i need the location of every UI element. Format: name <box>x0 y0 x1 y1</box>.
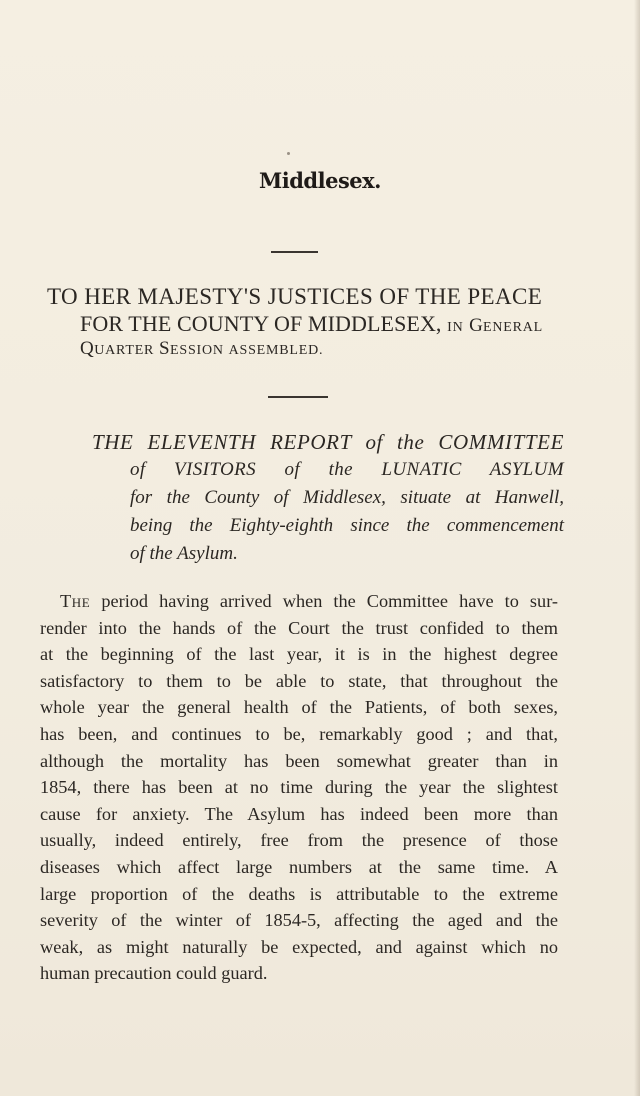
body-line: large proportion of the deaths is attributable to the extreme <box>40 883 558 904</box>
paper-speck <box>287 152 290 155</box>
body-line: cause for anxiety. The Asylum has indeed been more than <box>40 803 558 824</box>
divider-rule-middle <box>268 396 328 398</box>
report-title-line: of the Asylum. <box>130 543 238 564</box>
address-line-2 <box>80 311 543 337</box>
address-line-1: TO HER MAJESTY'S JUSTICES OF THE PEACE <box>47 284 543 309</box>
report-title-block <box>92 428 564 568</box>
address-line-2-in: IN <box>447 320 464 335</box>
body-line: weak, as might naturally be expected, and against which no <box>40 936 558 957</box>
report-title-line: being the Eighty-eighth since the commencement <box>130 515 564 536</box>
address-line-3-s: S <box>158 338 171 359</box>
body-line: although the mortality has been somewhat greater than in <box>40 750 558 771</box>
report-title-line: for the County of Middlesex, situate at Hanwell, <box>130 487 564 508</box>
body-line: usually, indeed entirely, free from the presence of those <box>40 830 558 851</box>
body-line: whole year the general health of the Patients, of both sexes, <box>40 697 558 718</box>
body-line: human precaution could guard. <box>40 963 268 984</box>
report-title-line: THE ELEVENTH REPORT of the COMMITTEE <box>92 430 564 454</box>
body-line: render into the hands of the Court the trust confided to them <box>40 617 558 638</box>
county-heading: Middlesex. <box>259 168 381 193</box>
address-line-3-s-rest: ESSION <box>170 343 224 358</box>
report-title-line: of VISITORS of the LUNATIC ASYLUM <box>130 459 564 480</box>
address-line-3 <box>80 338 323 360</box>
body-line <box>40 588 558 615</box>
body-line: severity of the winter of 1854-5, affecting the aged and the <box>40 910 558 931</box>
body-line: has been, and continues to be, remarkably good ; and that, <box>40 723 558 744</box>
address-line-3-tail: ASSEMBLED. <box>228 343 324 358</box>
address-line-3-q: Q <box>80 338 95 359</box>
body-line: satisfactory to them to be able to state, that throughout the <box>40 670 558 691</box>
divider-rule-top <box>271 251 318 253</box>
body-line: 1854, there has been at no time during the year the slightest <box>40 777 558 798</box>
address-line-2-g: G <box>469 315 483 336</box>
body-line: diseases which affect large numbers at the same time. A <box>40 856 558 877</box>
address-line-3-q-rest: UARTER <box>94 343 155 358</box>
body-paragraph <box>40 588 558 987</box>
address-line-2-main: FOR THE COUNTY OF MIDDLESEX, <box>80 311 442 336</box>
address-line-2-rest: ENERAL <box>482 320 543 335</box>
body-first-word: The <box>60 591 91 611</box>
body-first-line-rest: period having arrived when the Committee have to sur- <box>101 591 558 611</box>
body-line: at the beginning of the last year, it is in the highest degree <box>40 644 558 665</box>
page-edge-shadow <box>634 0 640 1096</box>
